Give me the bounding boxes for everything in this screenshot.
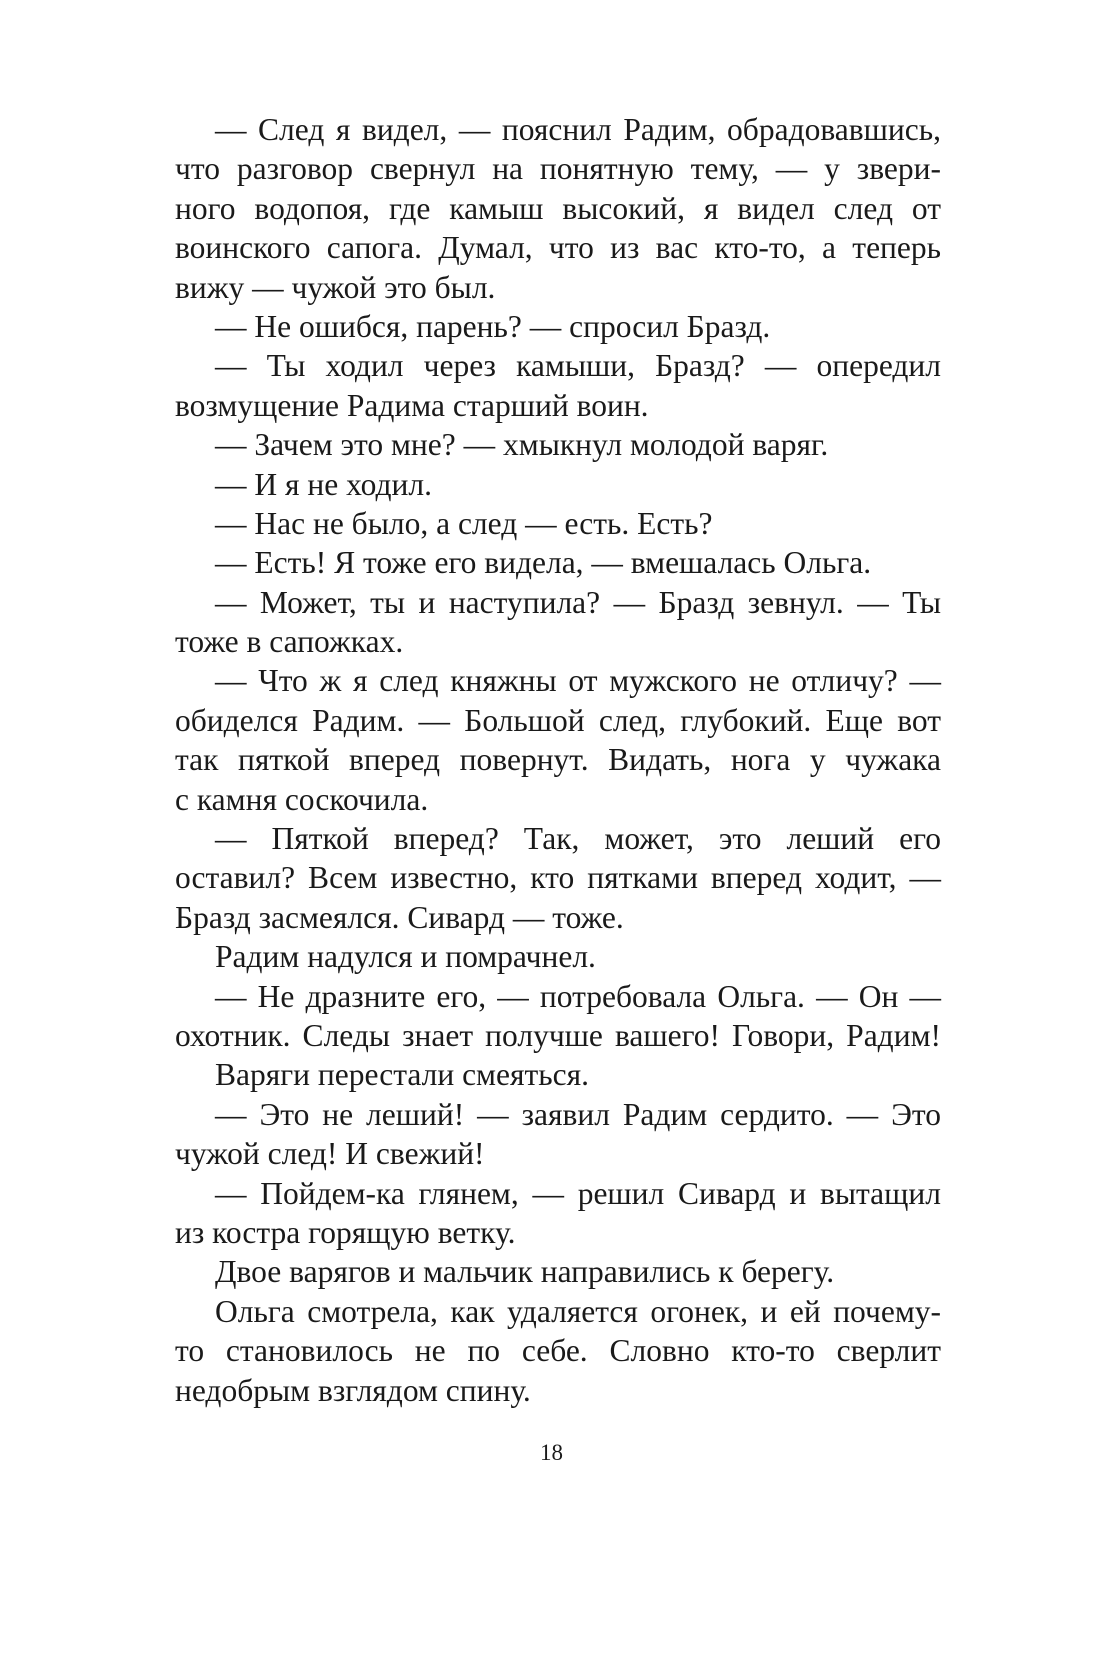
text-line: чужой след! И свежий! — [175, 1136, 485, 1172]
text-line: Радим надулся и помрачнел. — [215, 939, 596, 975]
text-line: — Что ж я след княжны от мужского не отличу? — — [215, 663, 941, 699]
text-line: — Нас не было, а след — есть. Есть? — [215, 505, 713, 541]
text-line: — Есть! Я тоже его видела, — вмешалась Ольга. — [215, 545, 872, 581]
text-line: возмущение Радима старший воин. — [175, 387, 649, 423]
text-line: ного водопоя, где камыш высокий, я видел след от — [175, 190, 941, 226]
text-line: — Может, ты и наступила? — Бразд зевнул. — Ты — [215, 584, 941, 620]
text-line: недобрым взглядом спину. — [175, 1372, 531, 1408]
text-line: Бразд засмеялся. Сивард — тоже. — [175, 899, 624, 935]
text-line: Двое варягов и мальчик направились к берегу. — [215, 1254, 835, 1290]
text-line: вижу — чужой это был. — [175, 269, 496, 305]
text-line: обиделся Радим. — Большой след, глубокий. Еще вот — [175, 702, 941, 738]
text-line: так пяткой вперед повернут. Видать, нога у чужака — [175, 742, 941, 778]
text-line: — Не дразните его, — потребовала Ольга. — Он — — [215, 978, 941, 1014]
text-line: — Пойдем-ка глянем, — решил Сивард и вытащил — [215, 1175, 941, 1211]
text-line: Ольга смотрела, как удаляется огонек, и ей почему- — [215, 1293, 941, 1329]
text-line: оставил? Всем известно, кто пятками вперед ходит, — — [175, 860, 941, 896]
text-line: — Пяткой вперед? Так, может, это леший его — [215, 821, 941, 857]
text-line: из костра горящую ветку. — [175, 1214, 516, 1250]
text-line: — След я видел, — пояснил Радим, обрадовавшись, — [215, 112, 941, 147]
text-line: — Зачем это мне? — хмыкнул молодой варяг. — [215, 427, 829, 463]
text-line: охотник. Следы знает получше вашего! Говори, Радим! — [175, 1017, 941, 1053]
text-line: — Ты ходил через камыши, Бразд? — опередил — [215, 348, 941, 384]
text-line: — И я не ходил. — [215, 466, 432, 502]
text-line: тоже в сапожках. — [175, 624, 404, 660]
text-line: — Не ошибся, парень? — спросил Бразд. — [215, 308, 771, 344]
text-line: воинского сапога. Думал, что из вас кто-то, а теперь — [175, 230, 941, 266]
text-line: с камня соскочила. — [175, 781, 429, 817]
text-line: Варяги перестали смеяться. — [215, 1057, 589, 1093]
page-number: 18 — [540, 1440, 563, 1465]
text-line: то становилось не по себе. Словно кто-то сверлит — [175, 1333, 941, 1369]
body-text — [175, 110, 941, 1410]
text-line: — Это не леший! — заявил Радим сердито. — Это — [215, 1096, 941, 1132]
text-line: что разговор свернул на понятную тему, — у звери- — [175, 151, 941, 187]
